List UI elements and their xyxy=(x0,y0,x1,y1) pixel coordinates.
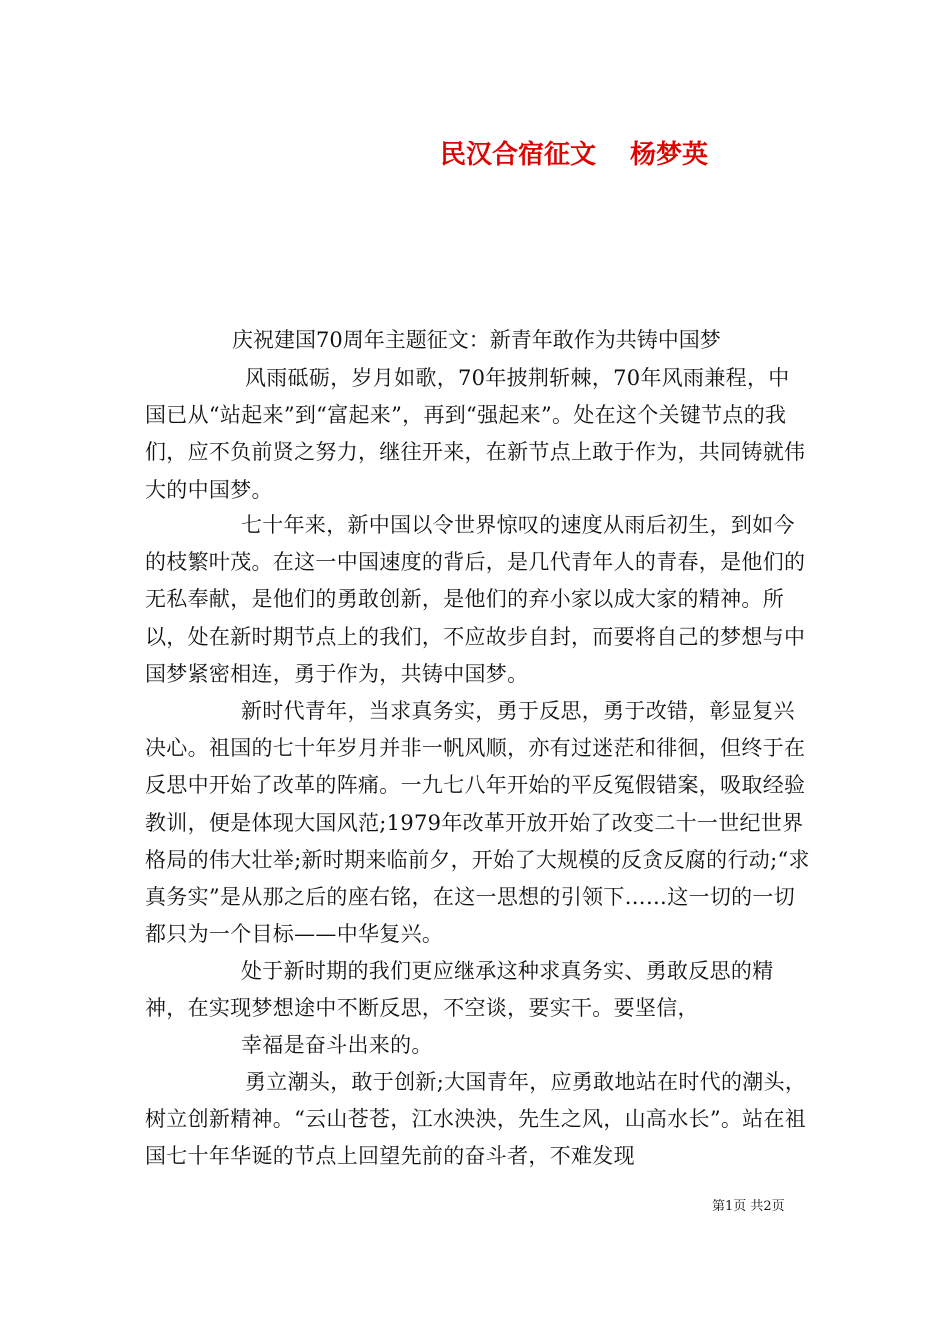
paragraph-1: 风雨砥砺，岁月如歌，70年披荆斩棘，70年风雨兼程，中国已从“站起来”到“富起来”，再到“强起来”。处在这个关键节点的我们，应不负前贤之努力，继往开来，在新节点上敢于作为，共同铸就伟大的中国梦。 xyxy=(145,366,806,502)
paragraph-block-1 xyxy=(145,360,810,509)
header-author-name: 杨梦英 xyxy=(630,140,709,170)
paragraph-2: 七十年来，新中国以令世界惊叹的速度从雨后初生，到如今的枝繁叶茂。在这一中国速度的背后，是几代青年人的青春，是他们的无私奉献，是他们的勇敢创新，是他们的弃小家以成大家的精神。所以，处在新时期节点上的我们，不应故步自封，而要将自己的梦想与中国梦紧密相连，勇于作为，共铸中国梦。 xyxy=(145,513,806,686)
page-number: 第1页 共2页 xyxy=(712,1199,785,1214)
paragraph-3: 新时代青年，当求真务实，勇于反思，勇于改错，彰显复兴决心。祖国的七十年岁月并非一帆风顺，亦有过迷茫和徘徊，但终于在反思中开始了改革的阵痛。一九七八年开始的平反冤假错案，吸取经验教训，便是体现大国风范;1979年改革开放开始了改变二十一世纪世界格局的伟大壮举;新时期来临前夕，开始了大规模的反贪反腐的行动;“求真务实”是从那之后的座右铭，在这一思想的引领下……这一切的一切都只为一个目标——中华复兴。 xyxy=(145,699,810,947)
header-title xyxy=(0,128,950,172)
paragraph-4: 处于新时期的我们更应继承这种求真务实、勇敢反思的精神，在实现梦想途中不断反思，不空谈，要实干。要坚信， xyxy=(145,959,774,1021)
paragraph-6: 勇立潮头，敢于创新;大国青年，应勇敢地站在时代的潮头，树立创新精神。“云山苍苍，江水泱泱，先生之风，山高水长”。站在祖国七十年华诞的节点上回望先前的奋斗者，不难发现 xyxy=(145,1070,807,1169)
paragraph-block-5 xyxy=(145,1027,810,1064)
header-collection-title: 民汉合宿征文 xyxy=(440,140,597,170)
paragraph-block-2 xyxy=(145,507,810,693)
paragraph-block-4 xyxy=(145,953,810,1027)
paragraph-block-6 xyxy=(145,1064,810,1176)
paragraph-block-3 xyxy=(145,693,810,953)
paragraph-5: 幸福是奋斗出来的。 xyxy=(241,1033,433,1057)
document-title: 庆祝建国70周年主题征文：新青年敢作为共铸中国梦 xyxy=(232,328,721,352)
